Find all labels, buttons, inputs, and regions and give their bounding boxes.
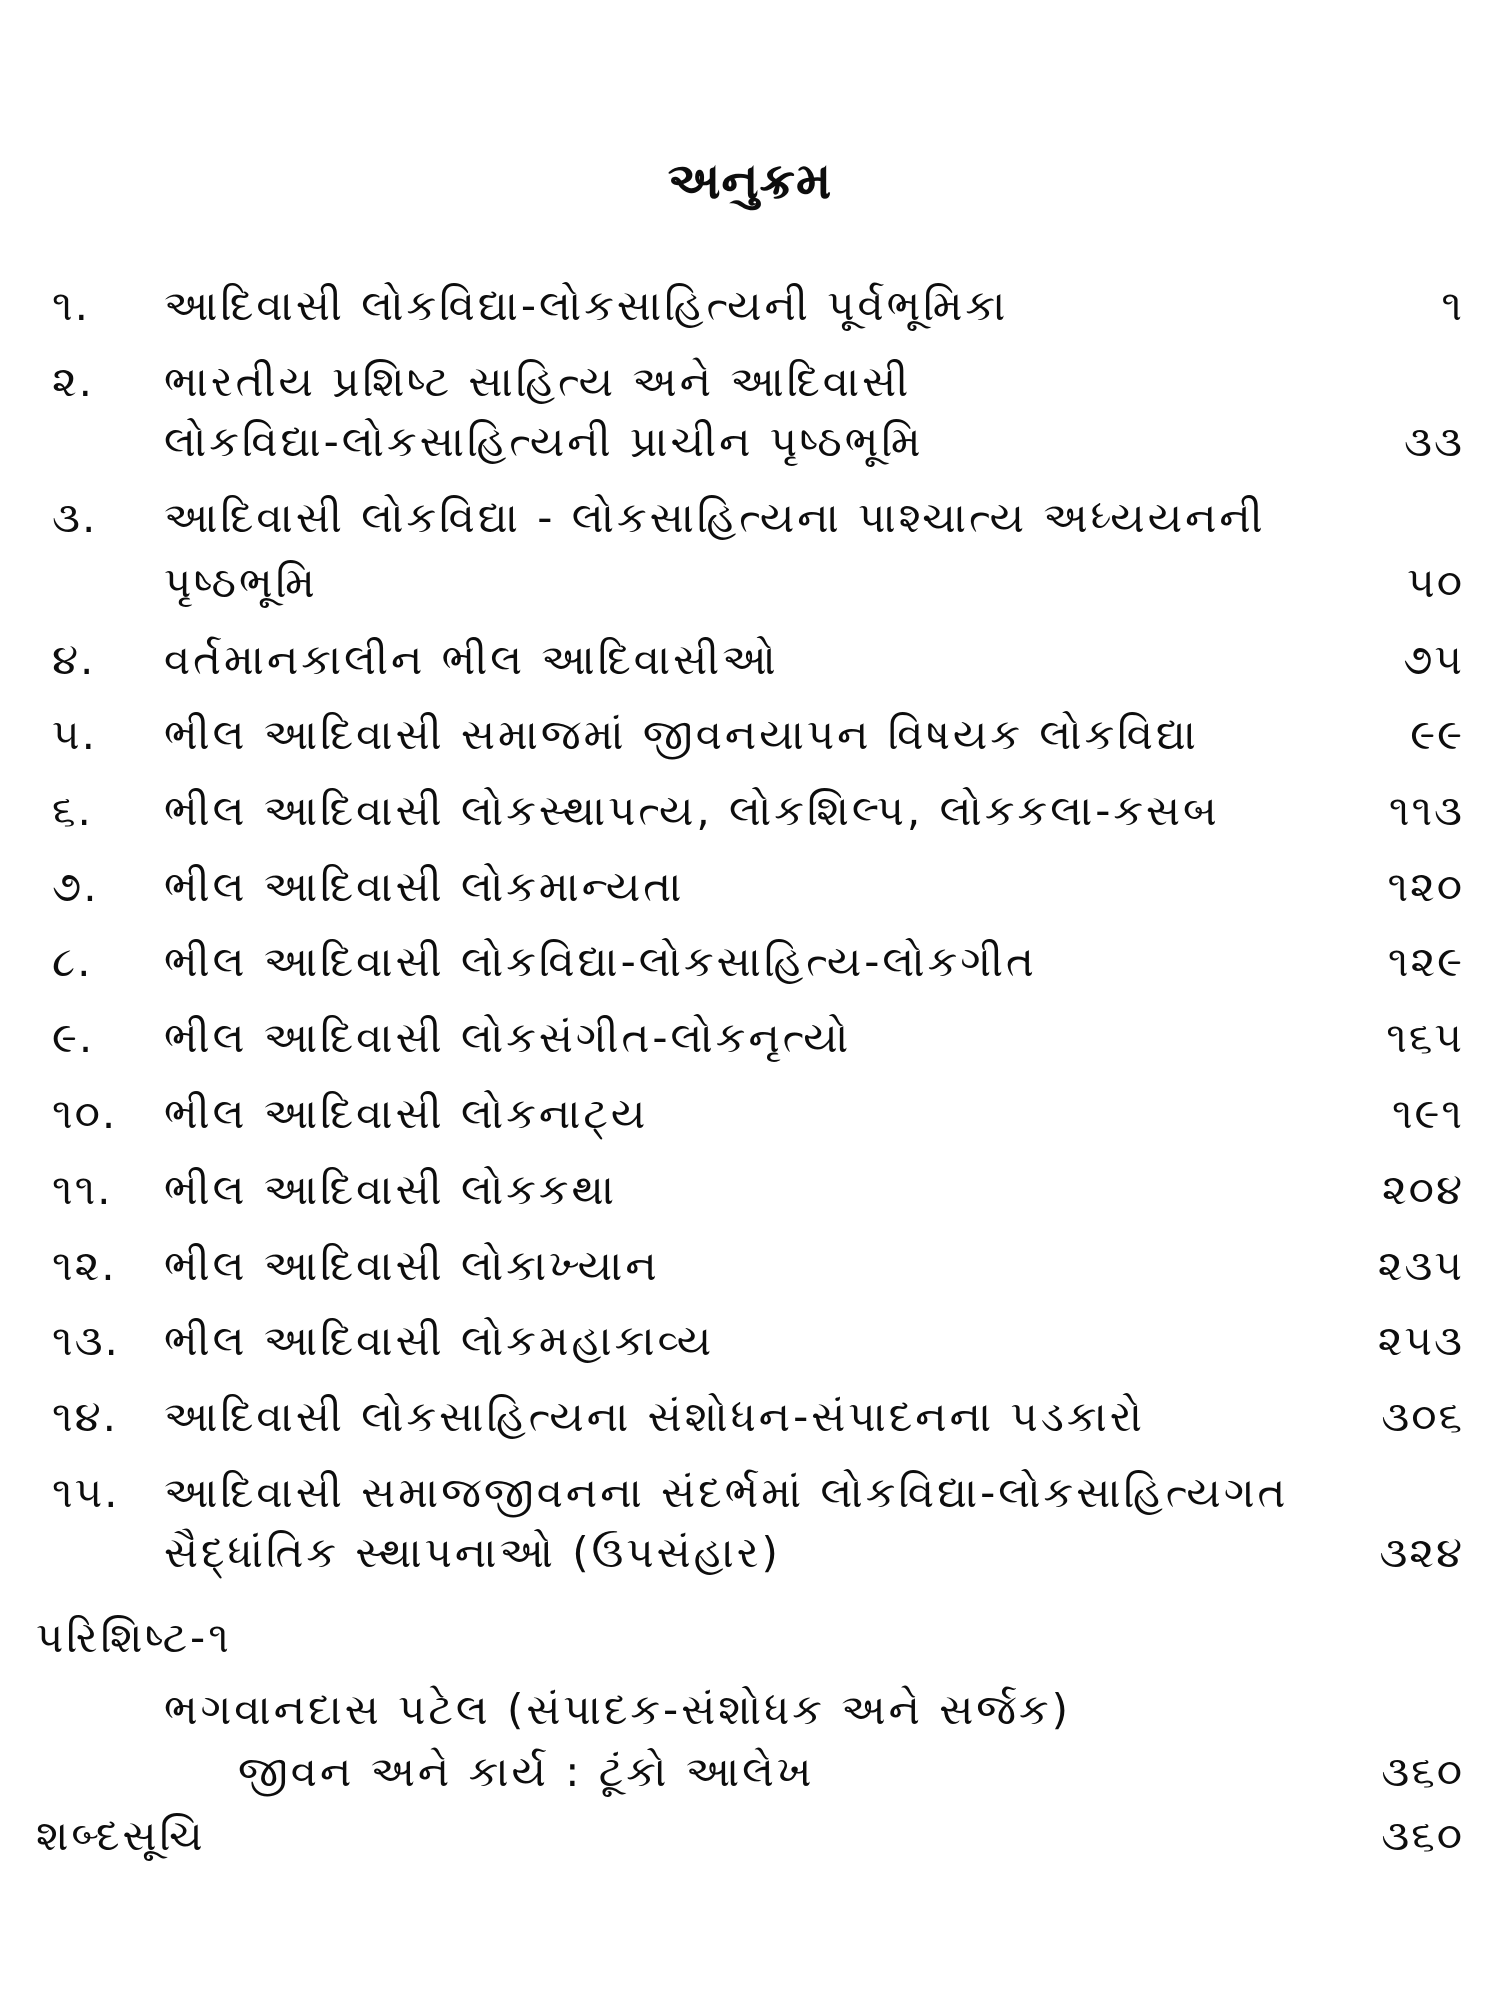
appendix-heading: પરિશિષ્ટ-૧ [36, 1613, 232, 1662]
entry-title: ભીલ આદિવાસી લોકમાન્યતા [164, 862, 685, 911]
entry-title: ભીલ આદિવાસી લોકાખ્યાન [164, 1241, 660, 1290]
entry-number: ૧૧. [52, 1165, 113, 1214]
entry-title: આદિવાસી સમાજજીવનના સંદર્ભમાં લોકવિદ્યા-લોકસાહિત્યગત [164, 1468, 1289, 1517]
entry-title: ભીલ આદિવાસી લોકમહાકાવ્ય [164, 1316, 715, 1365]
entry-title: વર્તમાનકાલીન ભીલ આદિવાસીઓ [164, 635, 779, 684]
entry-page: ૩૩ [1404, 417, 1464, 466]
entry-page: ૭૫ [1403, 635, 1464, 684]
entry-title: ભીલ આદિવાસી લોકકથા [164, 1165, 618, 1214]
entry-number: ૮. [52, 937, 93, 986]
index-label: શબ્દસૂચિ [36, 1811, 206, 1860]
entry-page: ૧૨૦ [1387, 862, 1464, 911]
entry-number: ૧૦. [52, 1089, 118, 1138]
entry-title: ભીલ આદિવાસી લોકનાટ્ય [164, 1089, 649, 1138]
entry-title: ભીલ આદિવાસી લોકવિદ્યા-લોકસાહિત્ય-લોકગીત [164, 937, 1037, 986]
entry-page: ૧૬૫ [1386, 1013, 1464, 1062]
entry-number: ૧૫. [52, 1468, 120, 1517]
entry-page: ૧૧૩ [1388, 786, 1464, 835]
toc-entry-continuation [0, 1515, 1500, 1591]
entry-page: ૯૯ [1410, 710, 1464, 759]
entry-number: ૬. [52, 786, 93, 835]
entry-title: આદિવાસી લોકવિદ્યા-લોકસાહિત્યની પૂર્વભૂમિકા [164, 281, 1009, 330]
entry-page: ૫૦ [1407, 558, 1464, 607]
entry-page: ૧૨૯ [1387, 937, 1464, 986]
entry-title-line2: સૈદ્ધાંતિક સ્થાપનાઓ (ઉપસંહાર) [164, 1528, 781, 1577]
entry-page: ૧ [1441, 281, 1464, 330]
index-page: ૩૬૦ [1381, 1811, 1464, 1860]
index-entry [0, 1798, 1500, 1874]
appendix-title: ભગવાનદાસ પટેલ (સંપાદક-સંશોધક અને સર્જક) [164, 1685, 1072, 1734]
entry-page: ૩૦૬ [1381, 1392, 1464, 1441]
entry-title: ભારતીય પ્રશિષ્ટ સાહિત્ય અને આદિવાસી [164, 357, 912, 406]
entry-page: ૨૩૫ [1377, 1241, 1464, 1290]
toc-entry [0, 268, 1500, 344]
toc-entry [0, 697, 1500, 773]
page-title: અનુક્રમ [667, 152, 833, 210]
toc-entry [0, 1303, 1500, 1379]
entry-page: ૩૨૪ [1379, 1528, 1464, 1577]
entry-title-line2: પૃષ્ઠભૂમિ [164, 558, 318, 607]
appendix-subtitle: જીવન અને કાર્ય : ટૂંકો આલેખ [238, 1747, 815, 1796]
entry-title: ભીલ આદિવાસી લોકસંગીત-લોકનૃત્યો [164, 1013, 852, 1062]
entry-number: ૧૩. [52, 1316, 120, 1365]
entry-number: ૩. [52, 493, 98, 542]
toc-entry [0, 1152, 1500, 1228]
toc-entry [0, 924, 1500, 1000]
toc-entry [0, 773, 1500, 849]
entry-title-line2: લોકવિદ્યા-લોકસાહિત્યની પ્રાચીન પૃષ્ઠભૂમિ [164, 417, 924, 466]
appendix-heading-row [0, 1600, 1500, 1676]
toc-entry [0, 622, 1500, 698]
entry-number: ૯. [52, 1013, 95, 1062]
toc-entry [0, 1000, 1500, 1076]
toc-entry [0, 1076, 1500, 1152]
toc-entry [0, 849, 1500, 925]
entry-page: ૨૫૩ [1377, 1316, 1464, 1365]
entry-number: ૪. [52, 635, 96, 684]
toc-entry [0, 1228, 1500, 1304]
entry-number: ૧૨. [52, 1241, 117, 1290]
toc-entry [0, 1379, 1500, 1455]
entry-number: ૫. [52, 710, 97, 759]
entry-page: ૨૦૪ [1382, 1165, 1464, 1214]
entry-number: ૨. [52, 357, 95, 406]
entry-number: ૧. [52, 281, 90, 330]
entry-title: આદિવાસી લોકવિદ્યા - લોકસાહિત્યના પાશ્ચાત્ય અધ્યયનની [164, 493, 1266, 542]
entry-number: ૭. [52, 862, 99, 911]
toc-entry-continuation [0, 404, 1500, 480]
appendix-page: ૩૬૦ [1381, 1747, 1464, 1796]
entry-title: ભીલ આદિવાસી લોકસ્થાપત્ય, લોકશિલ્પ, લોકકલા-કસબ [164, 786, 1220, 835]
entry-number: ૧૪. [52, 1392, 118, 1441]
toc-entry-continuation [0, 545, 1500, 621]
entry-title: ભીલ આદિવાસી સમાજમાં જીવનયાપન વિષયક લોકવિદ્યા [164, 710, 1199, 759]
entry-title: આદિવાસી લોકસાહિત્યના સંશોધન-સંપાદનના પડકારો [164, 1392, 1145, 1441]
entry-page: ૧૯૧ [1391, 1089, 1464, 1138]
